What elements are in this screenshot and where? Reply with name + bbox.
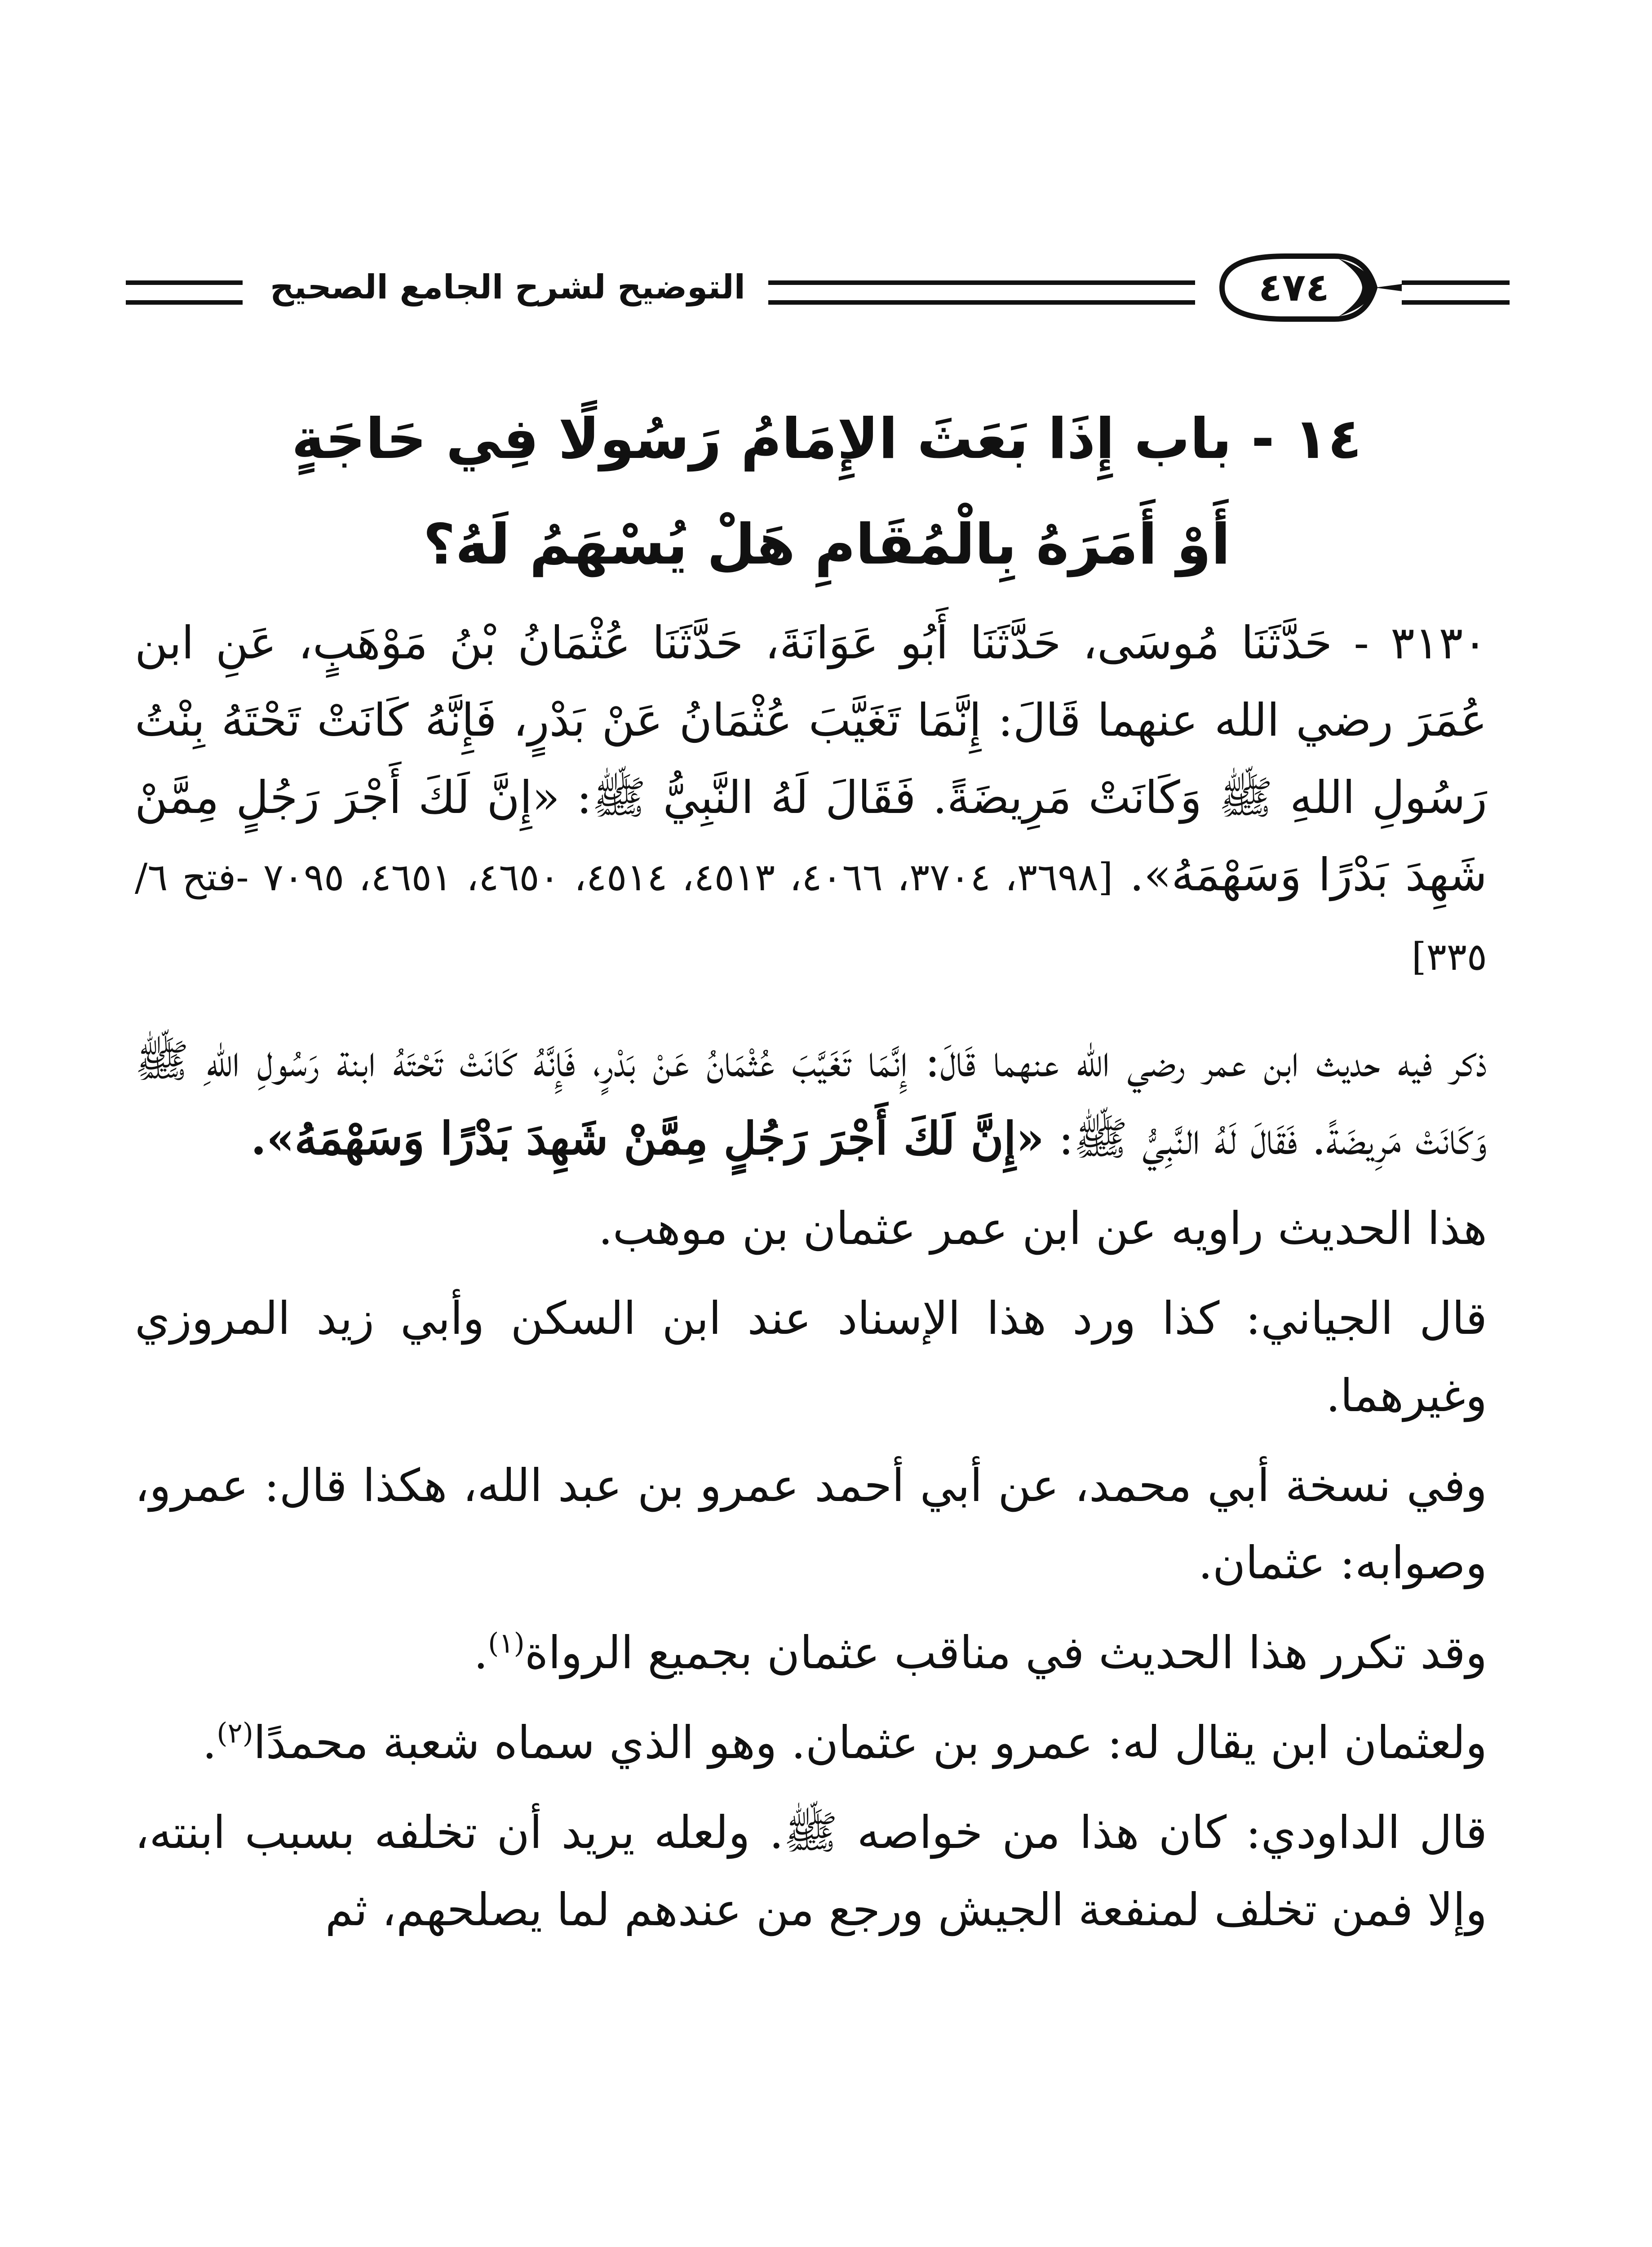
commentary-p6-end: . (202, 1716, 217, 1769)
commentary-paragraph-3: قال الجياني: كذا ورد هذا الإسناد عند ابن السكن وأبي زيد المروزي وغيرهما. (135, 1292, 1487, 1422)
commentary-paragraph-7: قال الداودي: كان هذا من خواصه ﷺ. ولعله يريد أن تخلفه بسبب ابنته، وإلا فمن تخلف لمنفعة الجيش ورجع من عندهم لما يصلحهم، ثم (135, 1806, 1487, 1936)
footnote-ref-1[interactable]: (١) (488, 1626, 525, 1660)
chapter-heading-line-1: ١٤ - باب إِذَا بَعَثَ الإِمَامُ رَسُولًا فِي حَاجَةٍ (292, 407, 1362, 471)
hadith-paragraph (135, 604, 1487, 995)
page-number: ٤٧٤ (1258, 265, 1329, 310)
commentary-p6-text: ولعثمان ابن يقال له: عمرو بن عثمان. وهو الذي سماه شعبة محمدًا (253, 1716, 1487, 1769)
footnote-ref-2[interactable]: (٢) (217, 1716, 253, 1750)
commentary-paragraph-5 (135, 1614, 1487, 1692)
book-title: التوضيح لشرح الجامع الصحيح (270, 268, 746, 306)
main-text (135, 604, 1487, 1949)
commentary-p5-text: وقد تكرر هذا الحديث في مناقب عثمان بجميع الرواة (524, 1626, 1487, 1679)
running-header (126, 234, 1510, 342)
header-rule-left (126, 280, 243, 305)
commentary-p5-end: . (474, 1626, 488, 1679)
header-rule-middle (768, 280, 1195, 305)
commentary-paragraph-1 (135, 1022, 1487, 1177)
chapter-heading (135, 386, 1519, 598)
hadith-text: ٣١٣٠ - حَدَّثَنَا مُوسَى، حَدَّثَنَا أَبُو عَوَانَةَ، حَدَّثَنَا عُثْمَانُ بْنُ مَوْهَبٍ، عَنِ ابن عُمَرَ رضي الله عنهما قَالَ: إِنَّمَا تَغَيَّبَ عُثْمَانُ عَنْ بَدْرٍ، فَإِنَّهُ كَانَتْ تَحْتَهُ بِنْتُ رَسُولِ اللهِ ﷺ وَكَانَتْ مَرِيضَةً. فَقَالَ لَهُ النَّبِيُّ ﷺ: «إِنَّ لَكَ أَجْرَ رَجُلٍ مِمَّنْ شَهِدَ بَدْرًا وَسَهْمَهُ». (135, 617, 1488, 901)
commentary-paragraph-6 (135, 1704, 1487, 1781)
header-rule-right (1402, 280, 1510, 305)
hadith-references: [٣٦٩٨، ٣٧٠٤، ٤٠٦٦، ٤٥١٣، ٤٥١٤، ٤٦٥٠، ٤٦٥١، ٧٠٩٥ -فتح ٦/ ٣٣٥] (135, 855, 1487, 979)
commentary-paragraph-2: هذا الحديث راويه عن ابن عمر عثمان بن موهب. (598, 1202, 1487, 1255)
commentary-paragraph-4: وفي نسخة أبي محمد، عن أبي أحمد عمرو بن عبد الله، هكذا قال: عمرو، وصوابه: عثمان. (135, 1459, 1487, 1589)
commentary-p1-quote: «إِنَّ لَكَ أَجْرَ رَجُلٍ مِمَّنْ شَهِدَ بَدْرًا وَسَهْمَهُ». (251, 1112, 1045, 1165)
chapter-heading-line-2: أَوْ أَمَرَهُ بِالْمُقَامِ هَلْ يُسْهَمُ لَهُ؟ (423, 512, 1231, 577)
commentary-p1-text: ذكر فيه حديث ابن عمر رضي الله عنهما قَالَ: إِنَّمَا تَغَيَّبَ عُثْمَانُ عَنْ بَدْرٍ، فَإِنَّهُ كَانَتْ تَحْتَهُ ابنة رَسُولِ اللهِ ﷺ وَكَانَتْ مَرِيضَةً. فَقَالَ لَهُ النَّبِيُّ ﷺ: (135, 1035, 1487, 1165)
page-number-badge (1204, 243, 1402, 333)
